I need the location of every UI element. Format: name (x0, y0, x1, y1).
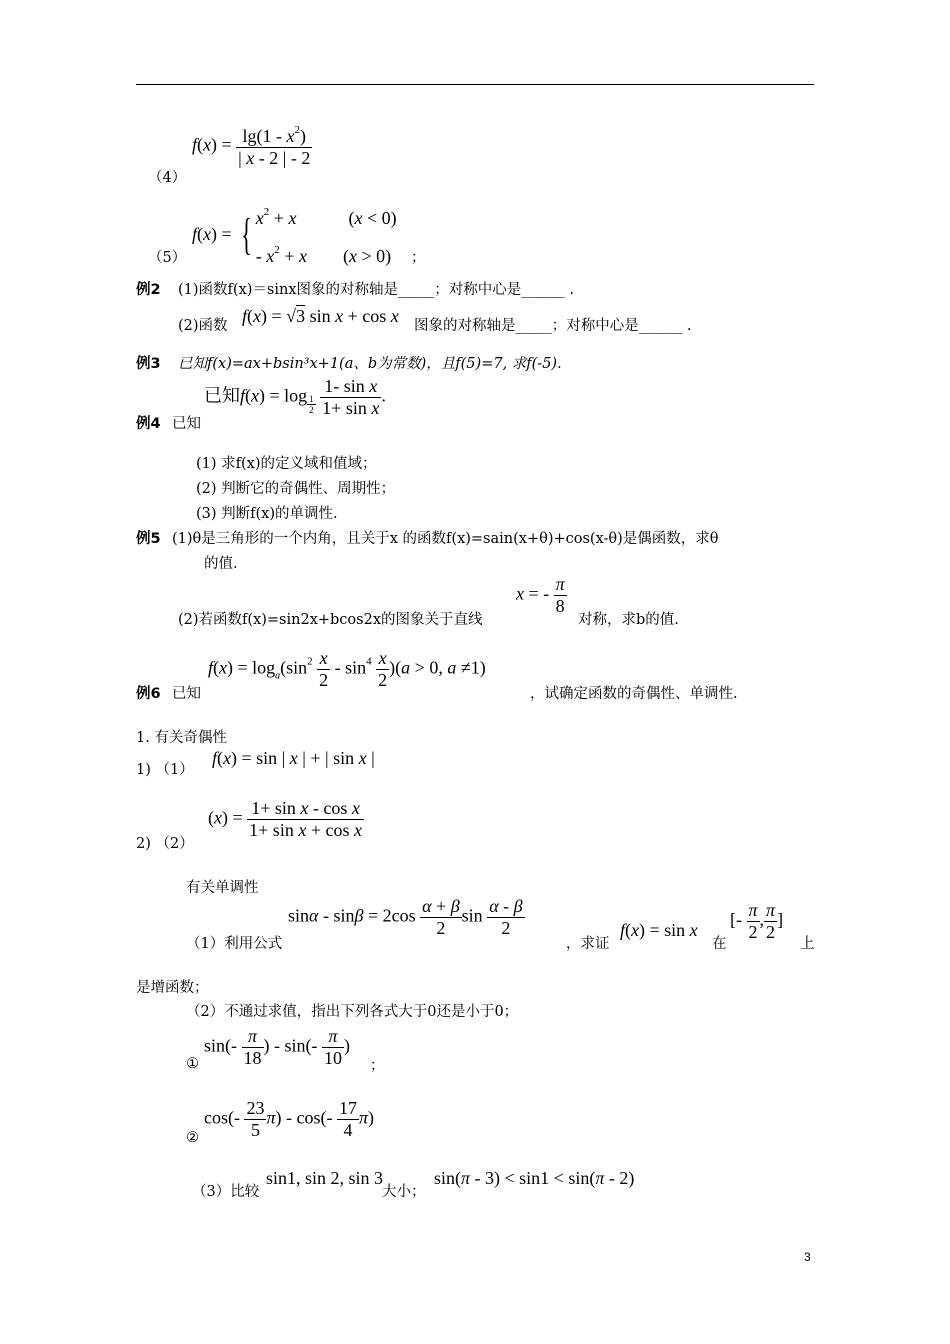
ex4-formula: 已知f(x) = log $_{\frac{1}{2}}$ $\frac{\text{1- sin x}}{\text{1+ sin x}}$ . (204, 376, 386, 418)
mono1-interval: [- $\frac{\pi}{2}$ , $\frac{\pi}{2}$ ] (730, 900, 784, 942)
mono1-prefix: （1）利用公式 (186, 936, 283, 952)
ex2-part1: (1)函数f(x)＝sinx图象的对称轴是_____；对称中心是______ . (178, 282, 574, 298)
p5-label: （5） (148, 250, 187, 266)
ex2-part2-prefix: (2)函数 (178, 318, 228, 334)
ex2-part2-suffix: 图象的对称轴是_____；对称中心是______ . (414, 318, 692, 334)
formula-p5: f(x) = { $x^2 + x$ (x < 0) - $x^2 + x$ (x > 0) (192, 206, 397, 266)
circ1-formula: sin(- $\frac{\pi}{18}$ ) - sin(- $\frac{\pi}{10}$ ) (204, 1026, 350, 1068)
ex5-formula: x = - $\frac{\pi}{8}$ (516, 574, 565, 616)
ex6-tail: ，试确定函数的奇偶性、单调性. (530, 686, 738, 702)
ex4-known: 已知 (204, 385, 240, 406)
ex3-text: 已知f(x)=ax+bsin³x+1(a、b为常数)，且f(5)=7, 求f(-5). (178, 356, 562, 372)
ex6-formula: $f(x) = \log_a(\sin^2$ $\frac{x}{2}$ - $\sin^4$ $\frac{x}{2}$ )(a > 0, a ≠1) (208, 648, 486, 690)
ex2-formula: f(x) = √3 sin x + cos x (242, 306, 399, 326)
ex6-known: 已知 (172, 686, 201, 702)
section-parity-heading: 1. 有关奇偶性 (136, 730, 227, 746)
ex4-label: 例4 (136, 416, 161, 432)
mono1-in: 在 (712, 936, 727, 952)
ex4-item: (2) 判断它的奇偶性、周期性； (196, 481, 396, 497)
parity-item-2-label: 2) （2） (136, 836, 194, 852)
section-monotonic-heading: 有关单调性 (186, 880, 259, 896)
p5-semicolon: ； (411, 250, 426, 266)
mono3-suffix: 大小； (382, 1184, 426, 1200)
circ1-semicolon: ； (370, 1058, 385, 1074)
circ2-label: ② (186, 1130, 199, 1146)
mono3-comparison: sin(π - 3) < sin1 < sin(π - 2) (434, 1168, 635, 1188)
header-rule (136, 84, 814, 85)
ex3-label: 例3 (136, 356, 161, 372)
ex2-label: 例2 (136, 282, 161, 298)
parity-formula-2: (x) = $\frac{\text{1+ sin x - cos x}}{\text{1+ sin x + cos x}}$ (208, 798, 362, 840)
parity-formula-1: f(x) = sin | x | + | sin x | (212, 748, 375, 768)
p4-label: （4） (148, 170, 187, 186)
ex6-label: 例6 (136, 686, 161, 702)
mono1-prove: ，求证 (566, 936, 610, 952)
mono2-text: （2）不通过求值，指出下列各式大于0还是小于0； (186, 1004, 519, 1020)
ex5-part2-prefix: (2)若函数f(x)=sin2x+bcos2x的图象关于直线 (178, 612, 483, 628)
parity-item-1-label: 1) （1） (136, 762, 194, 778)
sum-to-product-formula: sinα - sinβ = 2cos $\frac{\alpha + \beta}{2}$ sin $\frac{\alpha - \beta}{2}$ (288, 896, 523, 938)
ex4-item: (3) 判断f(x)的单调性. (196, 506, 338, 522)
page-number: 3 (804, 1250, 811, 1264)
ex5-label: 例5 (136, 531, 161, 547)
mono1-function: f(x) = sin x (620, 920, 698, 940)
mono3-values: sin1, sin 2, sin 3 (266, 1168, 384, 1188)
mono1-on: 上 (800, 936, 815, 952)
mono1-conclusion: 是增函数； (136, 980, 209, 996)
ex5-part2-suffix: 对称，求b的值. (578, 612, 679, 628)
ex5-line2: 的值. (204, 556, 238, 572)
circ2-formula: cos(- $\frac{23}{5}$ π) - cos(- $\frac{17}{4}$ π) (204, 1098, 375, 1140)
ex5-line1: (1)θ是三角形的一个内角，且关于x 的函数f(x)=sain(x+θ)+cos(x-θ)是偶函数，求θ (172, 531, 719, 547)
circ1-label: ① (186, 1056, 199, 1072)
mono3-prefix: （3）比较 (192, 1184, 260, 1200)
ex4-label-text: 已知 (172, 416, 201, 432)
formula-p4: f(x) = $\frac{\lg(1 - x^2)}{| x - 2 | - 2}$ (192, 124, 311, 168)
ex4-item: (1) 求f(x)的定义域和值域； (196, 456, 377, 472)
